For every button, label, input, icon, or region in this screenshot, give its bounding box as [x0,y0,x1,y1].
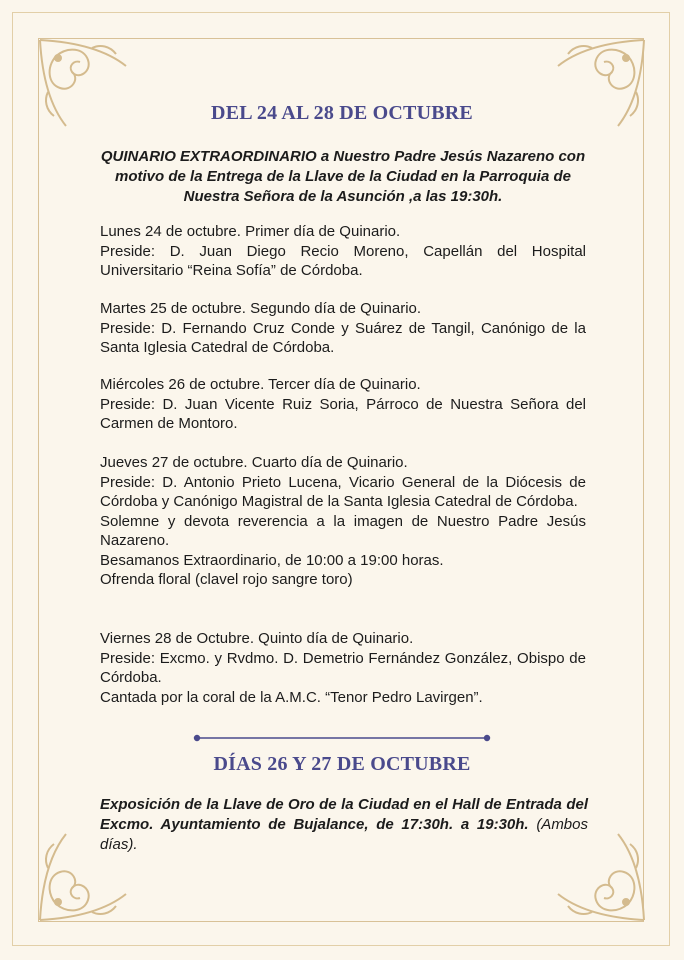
day-presider: Preside: D. Juan Diego Recio Moreno, Capellán del Hospital Universitario “Reina Sofía” de Córdoba. [100,242,586,279]
day-block-5 [100,629,586,707]
day-choir: Cantada por la coral de la A.M.C. “Tenor Pedro Lavirgen”. [100,688,483,706]
day-presider: Preside: D. Antonio Prieto Lucena, Vicario General de la Diócesis de Córdoba y Canónigo Magistral de la Santa Iglesia Catedral de Córdoba. [100,473,586,510]
day-presider: Preside: D. Fernando Cruz Conde y Suárez de Tangil, Canónigo de la Santa Iglesia Catedral de Córdoba. [100,319,586,356]
day-title: Miércoles 26 de octubre. Tercer día de Quinario. [100,376,421,393]
day-block-2 [100,299,586,358]
day-presider: Preside: D. Juan Vicente Ruiz Soria, Párroco de Nuestra Señora del Carmen de Montoro. [100,395,586,432]
section-heading-dates: DEL 24 AL 28 DE OCTUBRE [211,102,473,124]
day-title: Viernes 28 de Octubre. Quinto día de Quinario. [100,630,414,647]
day-block-4 [100,453,586,590]
day-block-3 [100,375,586,434]
day-offering: Ofrenda floral (clavel rojo sangre toro) [100,571,353,588]
divider-ornament-icon [192,731,492,745]
exposition-note: (Ambos días). [100,816,588,853]
day-title: Jueves 27 de octubre. Cuarto día de Quinario. [100,454,408,471]
exposition-text [100,795,588,855]
day-besamanos: Besamanos Extraordinario, de 10:00 a 19:00 horas. [100,551,444,569]
day-presider: Preside: Excmo. y Rvdmo. D. Demetrio Fernández González, Obispo de Córdoba. [100,649,586,686]
section-heading-exposition: DÍAS 26 Y 27 DE OCTUBRE [213,753,471,775]
day-title: Martes 25 de octubre. Segundo día de Quinario. [100,300,422,317]
day-title: Lunes 24 de octubre. Primer día de Quinario. [100,223,401,240]
day-block-1 [100,222,586,281]
day-reverence: Solemne y devota reverencia a la imagen de Nuestro Padre Jesús Nazareno. [100,512,586,549]
quinario-intro: QUINARIO EXTRAORDINARIO a Nuestro Padre Jesús Nazareno con motivo de la Entrega de la Llave de la Ciudad en la Parroquia de Nuestra Señora de la Asunción ,a las 19:30h. [100,148,586,205]
exposition-description: Exposición de la Llave de Oro de la Ciudad en el Hall de Entrada del Excmo. Ayuntamiento de Bujalance, de 17:30h. a 19:30h. [100,796,588,833]
